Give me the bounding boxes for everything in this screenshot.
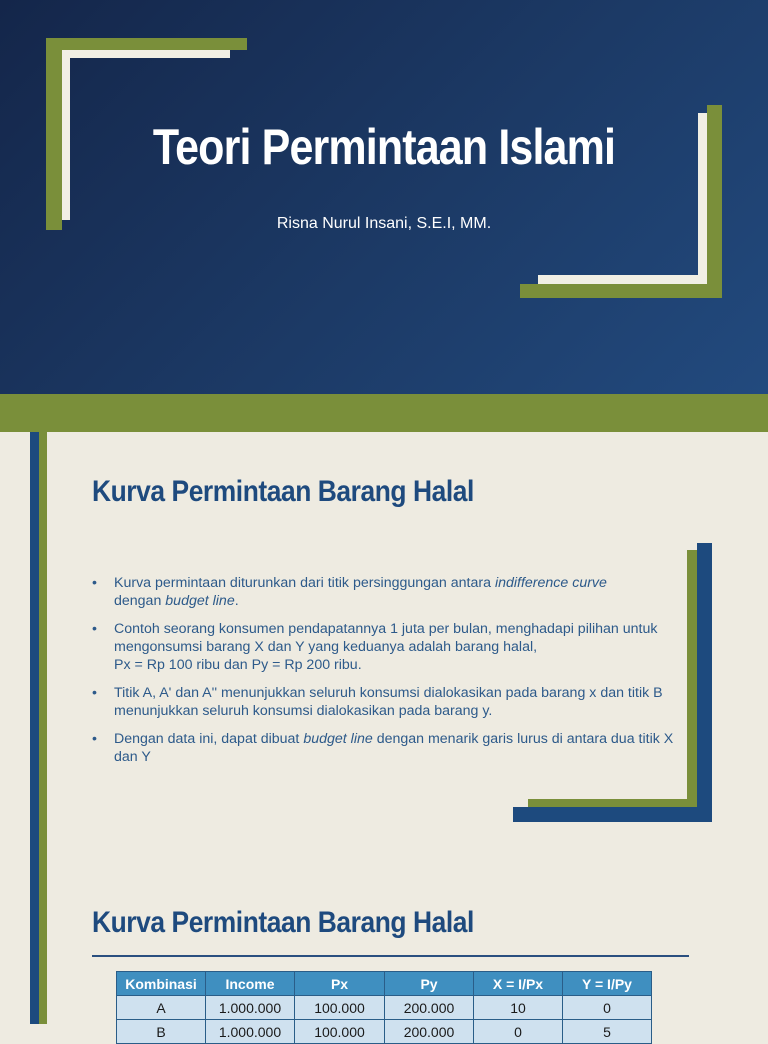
table-row	[117, 996, 652, 1020]
table-cell: 1.000.000	[206, 1020, 295, 1044]
decor-frame-top-left-horizontal	[46, 38, 247, 50]
bullet-item: • Titik A, A' dan A'' menunjukkan seluruh konsumsi dialokasikan pada barang x dan titik B menunjukkan seluruh konsumsi dialokasikan pada barang y.	[92, 684, 692, 720]
table-cell: 1.000.000	[206, 996, 295, 1020]
decor-frame-bottom-right-horizontal	[520, 284, 722, 298]
title-slide	[0, 0, 768, 394]
table-cell: 200.000	[385, 1020, 474, 1044]
table-cell: A	[117, 996, 206, 1020]
decor-frame-top-left-inner-horizontal	[62, 50, 230, 58]
decor-bottom-horizontal-green	[528, 799, 697, 807]
column-header: X = I/Px	[474, 972, 563, 996]
bullet-item: • Contoh seorang konsumen pendapatannya 1 juta per bulan, menghadapi pilihan untuk mengonsumsi barang X dan Y yang keduanya adalah barang halal, Px = Rp 100 ribu dan Py = Rp 200 ribu.	[92, 620, 692, 674]
column-header: Income	[206, 972, 295, 996]
table-cell: 100.000	[295, 996, 385, 1020]
column-header: Px	[295, 972, 385, 996]
column-header: Py	[385, 972, 474, 996]
decor-right-vertical-blue	[697, 543, 712, 822]
bullet-item: • Kurva permintaan diturunkan dari titik persinggungan antara indifference curve dengan budget line.	[92, 574, 692, 610]
left-accent-bar-blue	[30, 432, 39, 1024]
author-name: Risna Nurul Insani, S.E.I, MM.	[276, 215, 492, 232]
left-accent-bar-green	[39, 432, 47, 1024]
table-cell: 0	[563, 996, 652, 1020]
section-heading-2: Kurva Permintaan Barang Halal	[92, 906, 474, 939]
bullet-item: • Dengan data ini, dapat dibuat budget line dengan menarik garis lurus di antara dua titik X dan Y	[92, 730, 692, 766]
heading-underline	[92, 955, 689, 957]
table-cell: 0	[474, 1020, 563, 1044]
table-header-row	[117, 972, 652, 996]
bullet-list	[92, 574, 692, 776]
column-header: Kombinasi	[117, 972, 206, 996]
table-cell: 10	[474, 996, 563, 1020]
table-cell: 5	[563, 1020, 652, 1044]
column-header: Y = I/Py	[563, 972, 652, 996]
table-row	[117, 1020, 652, 1044]
decor-bottom-horizontal-blue	[513, 807, 712, 822]
slide-divider-strip	[0, 394, 768, 432]
decor-frame-bottom-right-inner-horizontal	[538, 275, 707, 284]
table-cell: 100.000	[295, 1020, 385, 1044]
budget-table	[116, 971, 652, 1044]
table-cell: B	[117, 1020, 206, 1044]
section-heading: Kurva Permintaan Barang Halal	[92, 475, 474, 508]
table-cell: 200.000	[385, 996, 474, 1020]
presentation-title: Teori Permintaan Islami	[152, 119, 616, 175]
